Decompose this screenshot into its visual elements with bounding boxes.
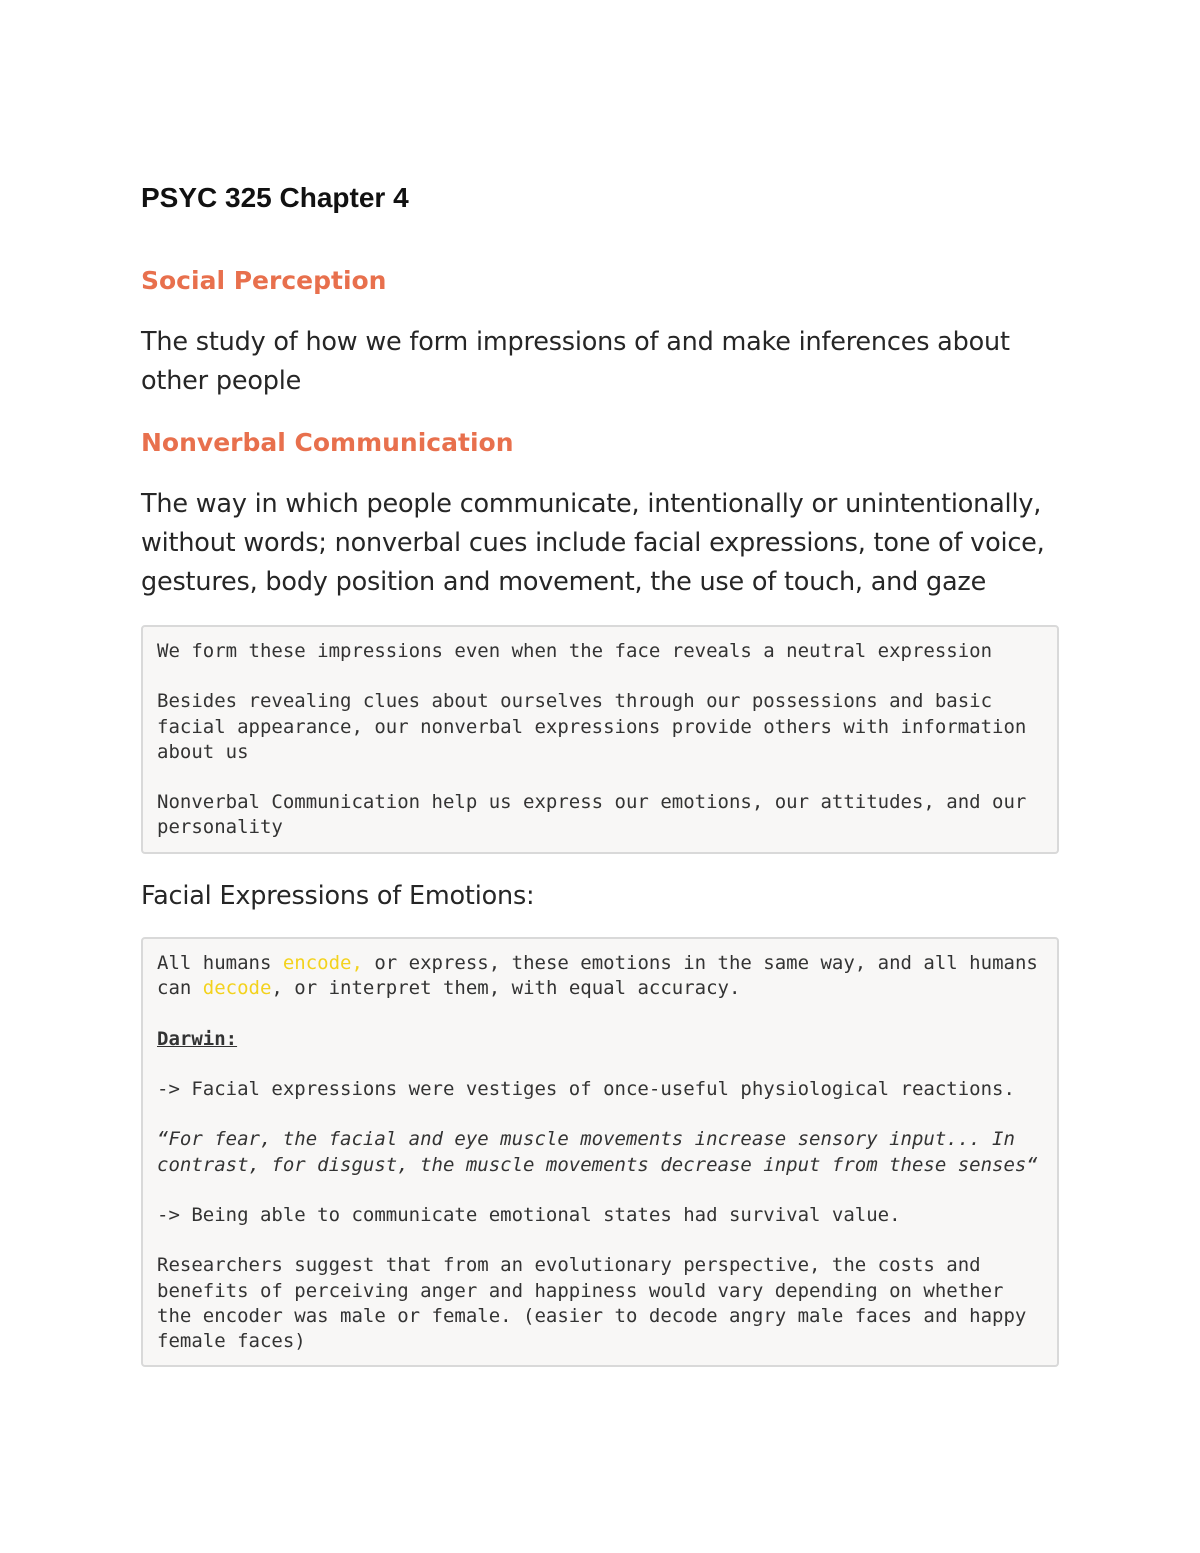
heading-nonverbal-communication: Nonverbal Communication — [141, 428, 514, 457]
code-line-quote: “For fear, the facial and eye muscle movements increase sensory input... In contrast, for disgust, the muscle movements decrease input from these senses“ — [157, 1128, 1038, 1176]
spacer — [157, 1102, 1043, 1127]
heading-facial-expressions: Facial Expressions of Emotions: — [141, 881, 535, 911]
code-line-researchers: Researchers suggest that from an evolutionary perspective, the costs and benefits of perceiving anger and happiness would vary depending on whether the encoder was male or female. (easier to decode angry male faces and happy female faces) — [157, 1254, 1038, 1352]
code-line-express-emotions: Nonverbal Communication help us express our emotions, our attitudes, and our personality — [157, 791, 1038, 839]
spacer — [157, 1052, 1043, 1077]
spacer — [157, 1178, 1043, 1203]
code-block-impressions — [141, 625, 1059, 854]
text-segment: , or interpret them, with equal accuracy. — [271, 977, 741, 1000]
spacer — [157, 1001, 1043, 1026]
highlight-encode: encode, — [282, 952, 363, 974]
spacer — [157, 765, 1043, 790]
code-line-neutral-expression: We form these impressions even when the face reveals a neutral expression — [157, 640, 993, 662]
paragraph-social-perception: The study of how we form impressions of and make inferences about other people — [141, 327, 1010, 396]
highlight-decode: decode — [202, 977, 272, 1000]
spacer — [157, 1228, 1043, 1253]
text-segment: or express, these emotions in the same way, and all humans can — [157, 952, 1050, 1000]
heading-social-perception: Social Perception — [141, 266, 387, 295]
code-line-darwin — [157, 1027, 1043, 1052]
code-line-survival-value: -> Being able to communicate emotional states had survival value. — [157, 1203, 901, 1226]
code-block-facial-expressions — [141, 937, 1059, 1367]
document-title: PSYC 325 Chapter 4 — [141, 182, 409, 213]
paragraph-nonverbal-communication: The way in which people communicate, intentionally or unintentionally, without words; nonverbal cues include facial expressions, tone of voice, gestures, body position and movement, the use of touch, and gaze — [141, 489, 1045, 597]
code-line-revealing-clues: Besides revealing clues about ourselves through our possessions and basic facial appearance, our nonverbal expressions provide others with information about us — [157, 690, 1038, 763]
spacer — [157, 664, 1043, 689]
darwin-label: Darwin: — [157, 1027, 238, 1050]
text-segment: All humans — [157, 952, 283, 974]
code-line-vestiges: -> Facial expressions were vestiges of once-useful physiological reactions. — [157, 1077, 1015, 1100]
code-line-encode-decode — [157, 951, 1050, 1001]
